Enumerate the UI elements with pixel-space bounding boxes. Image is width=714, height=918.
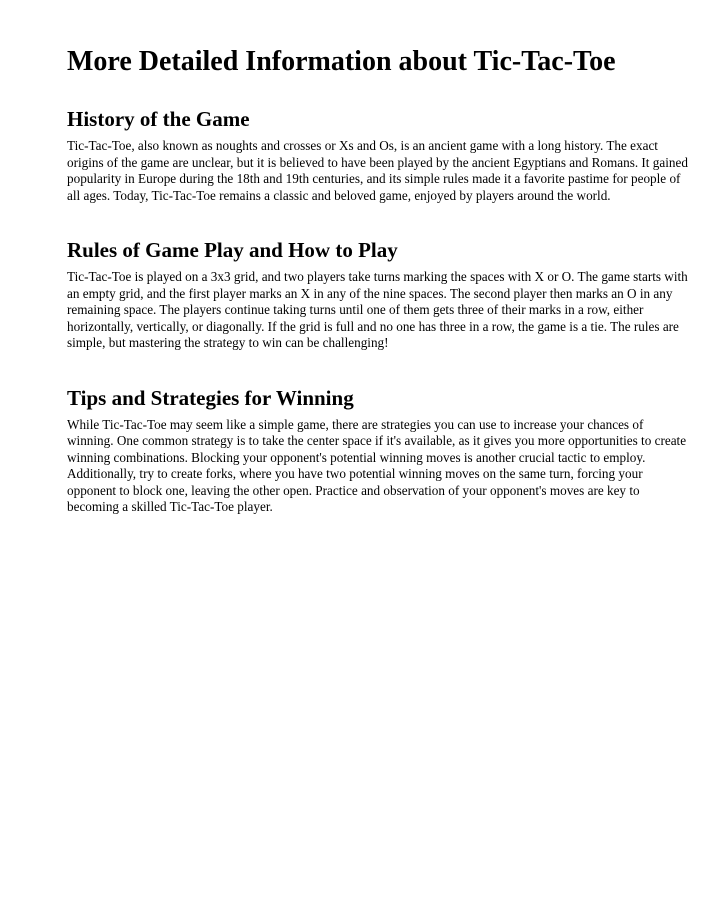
section-body-rules: Tic-Tac-Toe is played on a 3x3 grid, and two players take turns marking the spaces with X or O. The game starts with an empty grid, and the first player marks an X in any of the nine spaces. The second player then marks an O in any remaining space. The players continue taking turns until one of them gets three of their marks in a row, either horizontally, vertically, or diagonally. If the grid is full and no one has three in a row, the game is a tie. The rules are simple, but mastering the strategy to win can be challenging! xyxy=(67,269,688,350)
section-tips xyxy=(67,385,690,516)
section-history xyxy=(67,106,690,204)
page-title: More Detailed Information about Tic-Tac-Toe xyxy=(67,46,616,77)
section-heading-history: History of the Game xyxy=(67,107,250,131)
section-body-history: Tic-Tac-Toe, also known as noughts and crosses or Xs and Os, is an ancient game with a long history. The exact origins of the game are unclear, but it is believed to have been played by the ancient Egyptians and Romans. It gained popularity in Europe during the 18th and 19th centuries, and its simple rules made it a favorite pastime for people of all ages. Today, Tic-Tac-Toe remains a classic and beloved game, enjoyed by players around the world. xyxy=(67,138,688,203)
section-body-tips: While Tic-Tac-Toe may seem like a simple game, there are strategies you can use to increase your chances of winning. One common strategy is to take the center space if it's available, as it gives you more opportunities to create winning combinations. Blocking your opponent's potential winning moves is another crucial tactic to employ. Additionally, try to create forks, where you have two potential winning moves on the same turn, forcing your opponent to block one, leaving the other open. Practice and observation of your opponent's moves are key to becoming a skilled Tic-Tac-Toe player. xyxy=(67,416,687,514)
section-rules xyxy=(67,237,690,352)
section-heading-tips: Tips and Strategies for Winning xyxy=(67,385,354,410)
section-heading-rules: Rules of Game Play and How to Play xyxy=(67,238,398,262)
